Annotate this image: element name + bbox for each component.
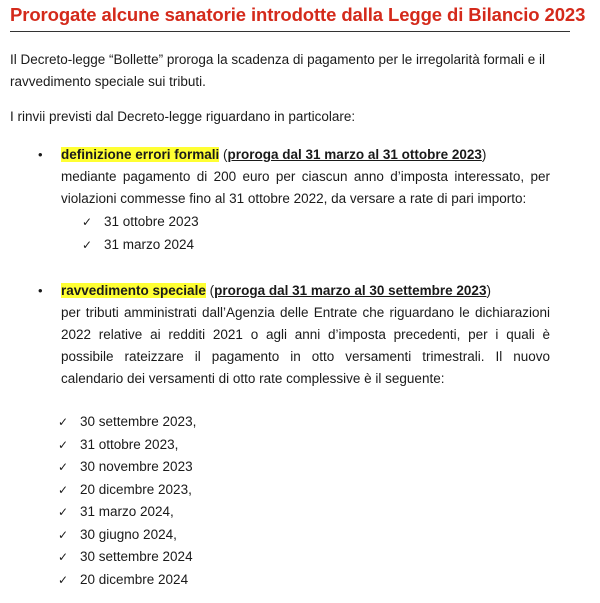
section-heading-line — [61, 280, 491, 302]
list-item — [58, 546, 196, 569]
section-heading: ravvedimento speciale — [61, 283, 206, 298]
checkmark-icon: ✓ — [58, 415, 69, 429]
checkmark-icon: ✓ — [58, 550, 69, 564]
extension-period: proroga dal 31 marzo al 30 settembre 2023 — [214, 283, 487, 298]
bullet-icon: • — [38, 147, 43, 162]
date-label: 31 marzo 2024 — [104, 236, 195, 252]
date-label: 20 dicembre 2024 — [80, 571, 189, 587]
date-label: 30 novembre 2023 — [80, 459, 193, 474]
document-title: Prorogate alcune sanatorie introdotte dalla Legge di Bilancio 2023 — [10, 4, 586, 25]
section-body: mediante pagamento di 200 euro per ciascun anno d’imposta interessato, per violazioni commesse fino al 31 ottobre 2022, da versare a rate di pari importo: — [61, 169, 550, 206]
close-paren: ) — [481, 147, 487, 162]
list-item — [82, 234, 199, 257]
open-paren: ( — [205, 283, 215, 298]
checkmark-icon: ✓ — [58, 505, 69, 519]
checkmark-icon: ✓ — [58, 437, 69, 452]
list-item — [82, 211, 199, 234]
close-paren: ) — [486, 283, 491, 298]
date-label: 31 ottobre 2023, — [80, 436, 179, 452]
checkmark-icon: ✓ — [58, 482, 69, 497]
open-paren: ( — [219, 147, 228, 162]
checkmark-icon: ✓ — [58, 572, 69, 587]
checkmark-icon: ✓ — [58, 460, 69, 474]
list-item — [58, 569, 196, 592]
date-label: 20 dicembre 2023, — [80, 481, 192, 497]
date-label: 30 settembre 2024 — [80, 549, 193, 564]
date-list — [82, 211, 199, 256]
checkmark-icon: ✓ — [82, 215, 93, 229]
checkmark-icon: ✓ — [82, 237, 93, 252]
intro-paragraph: Il Decreto-legge “Bollette” proroga la scadenza di pagamento per le irregolarità formali e il ravvedimento speciale sui tributi. — [10, 52, 546, 89]
list-item — [58, 456, 196, 479]
checkmark-icon: ✓ — [58, 527, 69, 542]
date-list — [58, 411, 196, 591]
title-underline-divider — [10, 31, 570, 32]
date-label: 30 settembre 2023, — [80, 414, 197, 429]
list-item — [58, 479, 196, 502]
extension-period: proroga dal 31 marzo al 31 ottobre 2023 — [227, 147, 482, 162]
section-heading: definizione errori formali — [61, 147, 220, 162]
section-body: per tributi amministrati dall’Agenzia delle Entrate che riguardano le dichiarazioni 2022 relative ai redditi 2021 o agli anni d’imposta precedenti, per i quali è possibile rateizzare il pagamento in otto versamenti trimestrali. Il nuovo calendario dei versamenti di otto rate complessive è il seguente: — [61, 305, 550, 386]
date-label: 31 marzo 2024, — [80, 504, 174, 519]
list-item — [58, 524, 196, 547]
date-label: 30 giugno 2024, — [80, 526, 177, 542]
intro-list-lead: I rinvii previsti dal Decreto-legge riguardano in particolare: — [10, 109, 356, 124]
section-heading-line — [61, 144, 486, 166]
list-item — [58, 501, 196, 524]
date-label: 31 ottobre 2023 — [104, 214, 199, 229]
bullet-icon: • — [38, 283, 43, 298]
list-item — [58, 411, 196, 434]
list-item — [58, 434, 196, 457]
